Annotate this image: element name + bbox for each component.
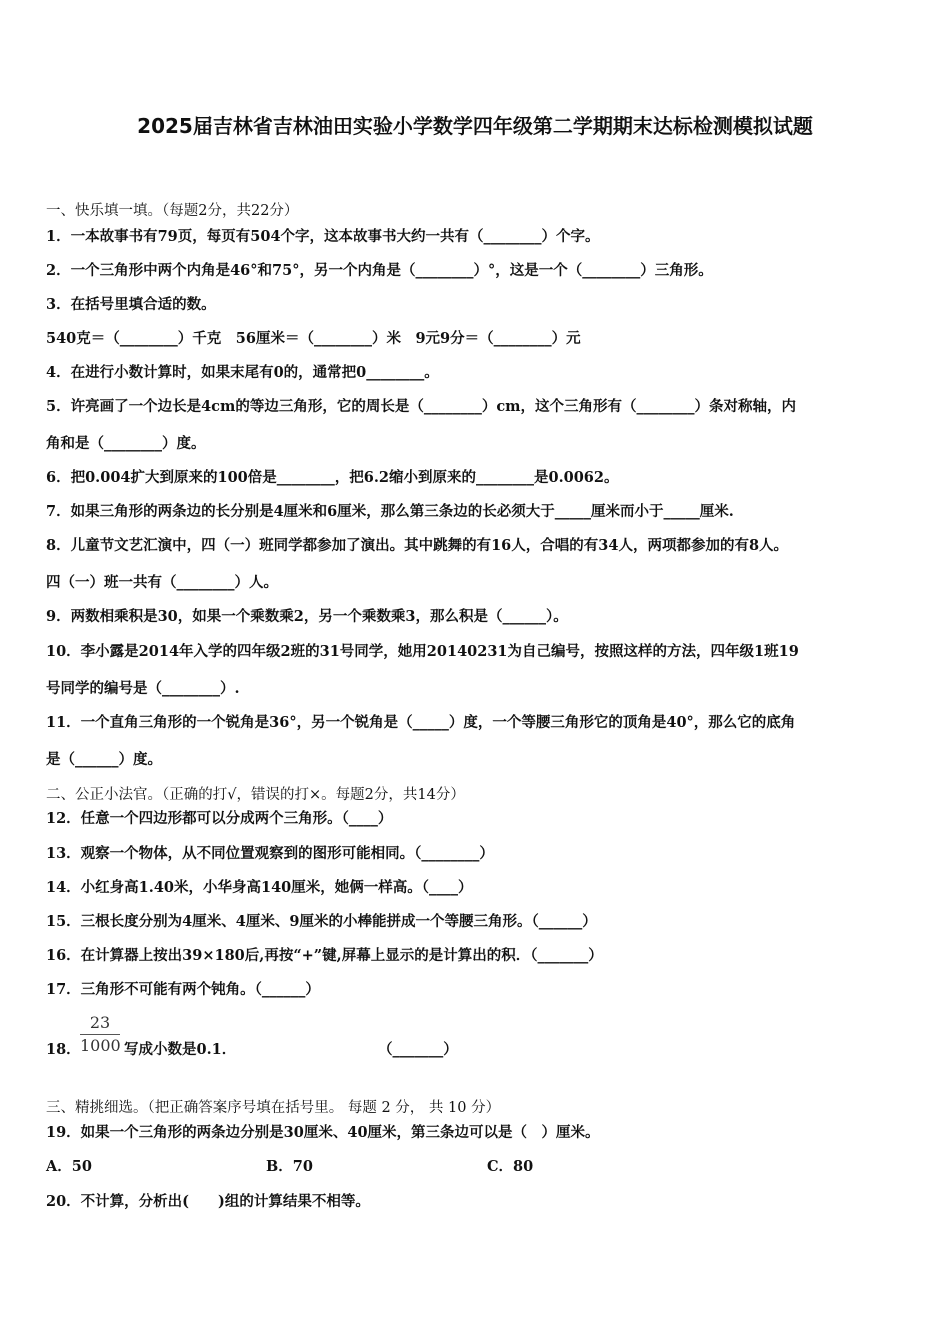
section-heading-2: 二、公正小法官。（正确的打√，错误的打×。每题2分，共14分） xyxy=(46,787,465,803)
question-10-line-2: 号同学的编号是（________）. xyxy=(46,680,240,697)
question-6: 6．把0.004扩大到原来的100倍是________，把6.2缩小到原来的________是0.0062。 xyxy=(46,469,619,486)
page-title: 2025届吉林省吉林油田实验小学数学四年级第二学期期末达标检测模拟试题 xyxy=(137,114,813,138)
question-12: 12．任意一个四边形都可以分成两个三角形。（____） xyxy=(46,810,393,827)
question-14: 14．小红身高1.40米，小华身高140厘米，她俩一样高。（____） xyxy=(46,879,473,896)
section-heading-3: 三、精挑细选。（把正确答案序号填在括号里。 每题 2 分， 共 10 分） xyxy=(46,1100,501,1116)
question-17: 17．三角形不可能有两个钝角。（______） xyxy=(46,981,320,998)
question-16: 16．在计算器上按出39×180后,再按“+”键,屏幕上显示的是计算出的积．（_______） xyxy=(46,947,603,964)
section-heading-1: 一、快乐填一填。（每题2分，共22分） xyxy=(46,203,299,219)
option-a: A．50 xyxy=(46,1158,92,1175)
question-7: 7．如果三角形的两条边的长分别是4厘米和6厘米，那么第三条边的长必须大于_____厘米而小于_____厘米. xyxy=(46,503,734,520)
fraction xyxy=(80,1013,120,1056)
question-3-items: 540克＝（________）千克 56厘米＝（________）米 9元9分＝（________）元 xyxy=(46,330,581,347)
question-11-line-1: 11．一个直角三角形的一个锐角是36°，另一个锐角是（_____）度，一个等腰三角形它的顶角是40°，那么它的底角 xyxy=(46,714,796,731)
option-c: C．80 xyxy=(487,1158,534,1175)
option-b: B．70 xyxy=(266,1158,313,1175)
question-20: 20．不计算，分析出( )组的计算结果不相等。 xyxy=(46,1193,370,1210)
question-13: 13．观察一个物体，从不同位置观察到的图形可能相同。（________） xyxy=(46,845,494,862)
question-18-text: 写成小数是0.1． xyxy=(124,1041,237,1058)
question-18-number: 18． xyxy=(46,1041,81,1058)
question-9: 9．两数相乘积是30，如果一个乘数乘2，另一个乘数乘3，那么积是（______）。 xyxy=(46,608,568,625)
fraction-numerator: 23 xyxy=(89,1013,111,1032)
question-8-line-1: 8．儿童节文艺汇演中，四（一）班同学都参加了演出。其中跳舞的有16人，合唱的有34人，两项都参加的有8人。 xyxy=(46,537,789,554)
question-1: 1．一本故事书有79页，每页有504个字，这本故事书大约一共有（________）个字。 xyxy=(46,228,600,245)
fraction-bar xyxy=(80,1034,120,1035)
question-3: 3．在括号里填合适的数。 xyxy=(46,296,216,313)
question-5-line-1: 5．许亮画了一个边长是4cm的等边三角形，它的周长是（________）cm，这个三角形有（________）条对称轴，内 xyxy=(46,398,797,415)
question-5-line-2: 角和是（________）度。 xyxy=(46,435,206,452)
question-15: 15．三根长度分别为4厘米、4厘米、9厘米的小棒能拼成一个等腰三角形。（______） xyxy=(46,913,597,930)
question-8-line-2: 四（一）班一共有（________）人。 xyxy=(46,574,278,591)
fraction-denominator: 1000 xyxy=(80,1036,121,1055)
question-10-line-1: 10．李小露是2014年入学的四年级2班的31号同学，她用20140231为自己编号，按照这样的方法，四年级1班19 xyxy=(46,643,799,660)
question-11-line-2: 是（______）度。 xyxy=(46,751,162,768)
question-18-blank: （_______） xyxy=(378,1041,458,1058)
question-19: 19．如果一个三角形的两条边分别是30厘米、40厘米，第三条边可以是（ ）厘米。 xyxy=(46,1124,600,1141)
question-2: 2．一个三角形中两个内角是46°和75°，另一个内角是（________）°，这是一个（________）三角形。 xyxy=(46,262,713,279)
question-4: 4．在进行小数计算时，如果末尾有0的，通常把0________。 xyxy=(46,364,439,381)
